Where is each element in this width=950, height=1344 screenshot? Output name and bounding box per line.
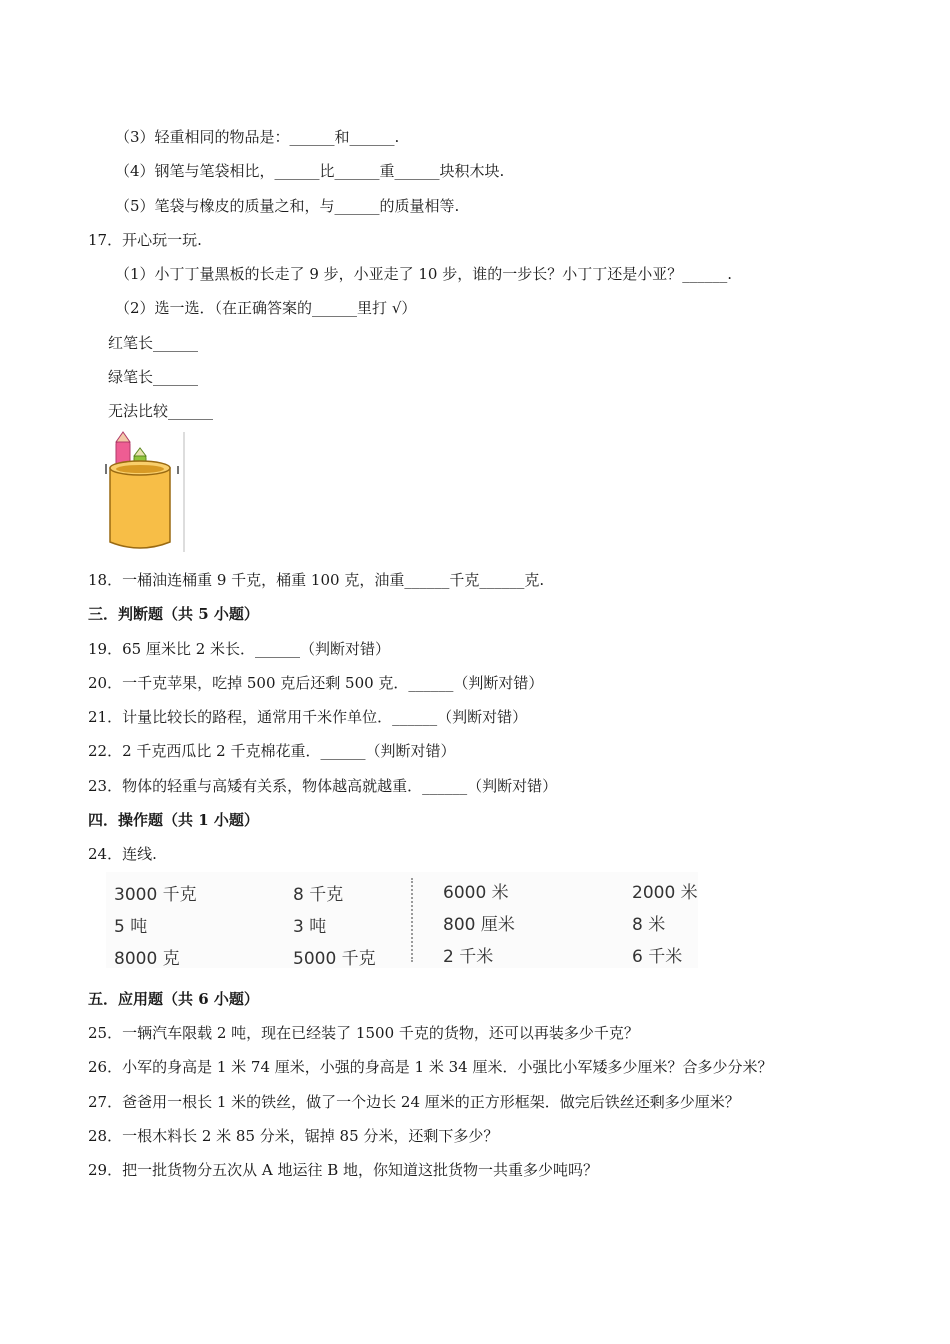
q22: 22．2 千克西瓜比 2 千克棉花重．______（判断对错） [88,742,456,760]
q17-part2: （2）选一选．（在正确答案的______里打 √） [115,299,417,317]
q16-part5: （5）笔袋与橡皮的质量之和，与______的质量相等. [115,197,460,215]
match-right-item[interactable]: 5000 千克 [293,949,376,969]
q17-title: 17．开心玩一玩. [88,231,202,249]
q16-part3: （3）轻重相同的物品是：______和______. [115,128,400,146]
q20: 20．一千克苹果，吃掉 500 克后还剩 500 克．______（判断对错） [88,674,544,692]
q21: 21．计量比较长的路程，通常用千米作单位．______（判断对错） [88,708,528,726]
match-right-item[interactable]: 8 米 [632,915,666,935]
section3-heading: 三．判断题（共 5 小题） [88,605,259,623]
match-right-item[interactable]: 8 千克 [293,885,344,905]
match-right-item[interactable]: 3 吨 [293,917,327,937]
match-left-item[interactable]: 8000 克 [114,949,180,969]
q16-part4: （4）钢笔与笔袋相比，______比______重______块积木块. [115,162,505,180]
dotted-divider [411,878,413,962]
section4-heading: 四．操作题（共 1 小题） [88,811,259,829]
q17-option-green: 绿笔长______ [108,368,199,386]
q17-option-red: 红笔长______ [108,334,199,352]
q23: 23．物体的轻重与高矮有关系，物体越高就越重．______（判断对错） [88,777,558,795]
q25: 25．一辆汽车限载 2 吨，现在已经装了 1500 千克的货物，还可以再装多少千克？ [88,1024,639,1042]
q24: 24．连线. [88,845,157,863]
q26: 26．小军的身高是 1 米 74 厘米，小强的身高是 1 米 34 厘米．小强比小军矮多少厘米？合多少分米？ [88,1058,773,1076]
match-left-item[interactable]: 800 厘米 [443,915,515,935]
matching-table [106,872,698,968]
pen-holder-image [104,430,186,554]
match-left-item[interactable]: 3000 千克 [114,885,197,905]
match-left-item[interactable]: 6000 米 [443,883,509,903]
match-left-item[interactable]: 2 千米 [443,947,494,967]
q28: 28．一根木料长 2 米 85 分米，锯掉 85 分米，还剩下多少？ [88,1127,499,1145]
section5-heading: 五．应用题（共 6 小题） [88,990,259,1008]
q18: 18．一桶油连桶重 9 千克，桶重 100 克，油重______千克______克. [88,571,545,589]
match-left-item[interactable]: 5 吨 [114,917,148,937]
q27: 27．爸爸用一根长 1 米的铁丝，做了一个边长 24 厘米的正方形框架．做完后铁丝还剩多少厘米？ [88,1093,740,1111]
match-right-item[interactable]: 2000 米 [632,883,698,903]
q19: 19．65 厘米比 2 米长．______（判断对错） [88,640,391,658]
q17-option-cannot-compare: 无法比较______ [108,402,214,420]
q29: 29．把一批货物分五次从 A 地运往 B 地，你知道这批货物一共重多少吨吗？ [88,1161,599,1179]
match-right-item[interactable]: 6 千米 [632,947,683,967]
q17-part1: （1）小丁丁量黑板的长走了 9 步，小亚走了 10 步，谁的一步长？小丁丁还是小亚？______. [115,265,733,283]
